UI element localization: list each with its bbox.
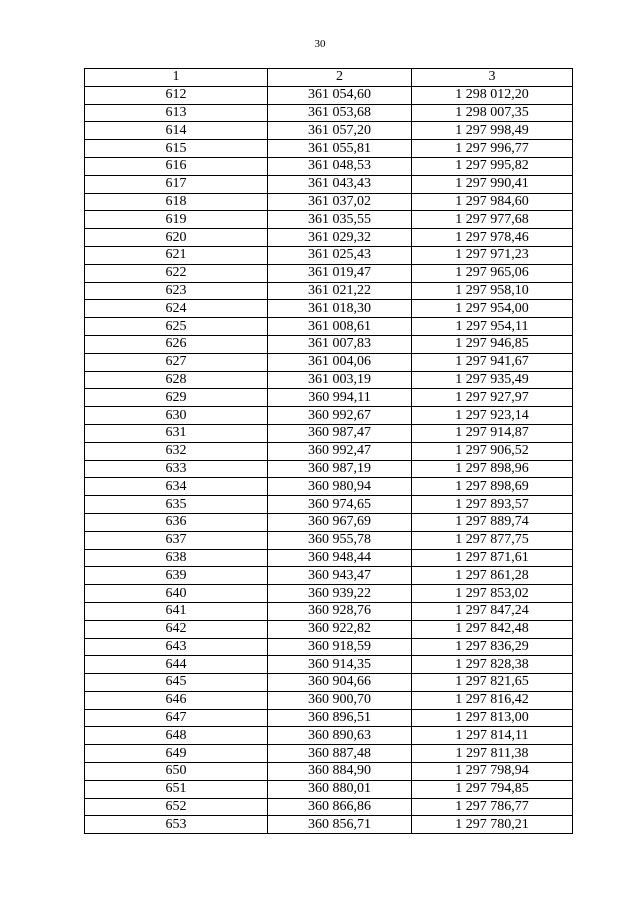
- y-coordinate-cell: 1 297 893,57: [412, 496, 573, 514]
- x-coordinate-cell: 361 019,47: [268, 264, 412, 282]
- point-number-cell: 645: [85, 674, 268, 692]
- y-coordinate-cell: 1 297 927,97: [412, 389, 573, 407]
- table-row: [85, 104, 573, 122]
- point-number-cell: 653: [85, 816, 268, 834]
- x-coordinate-cell: 360 887,48: [268, 745, 412, 763]
- point-number-cell: 649: [85, 745, 268, 763]
- point-number-cell: 618: [85, 193, 268, 211]
- y-coordinate-cell: 1 297 786,77: [412, 798, 573, 816]
- table-row: [85, 389, 573, 407]
- table-row: [85, 638, 573, 656]
- x-coordinate-cell: 360 928,76: [268, 602, 412, 620]
- x-coordinate-cell: 360 880,01: [268, 780, 412, 798]
- point-number-cell: 612: [85, 86, 268, 104]
- y-coordinate-cell: 1 297 941,67: [412, 353, 573, 371]
- point-number-cell: 643: [85, 638, 268, 656]
- point-number-cell: 647: [85, 709, 268, 727]
- x-coordinate-cell: 360 904,66: [268, 674, 412, 692]
- table-row: [85, 371, 573, 389]
- point-number-cell: 650: [85, 763, 268, 781]
- y-coordinate-cell: 1 298 007,35: [412, 104, 573, 122]
- x-coordinate-cell: 360 914,35: [268, 656, 412, 674]
- y-coordinate-cell: 1 297 814,11: [412, 727, 573, 745]
- x-coordinate-cell: 360 943,47: [268, 567, 412, 585]
- point-number-cell: 642: [85, 620, 268, 638]
- point-number-cell: 615: [85, 140, 268, 158]
- y-coordinate-cell: 1 297 842,48: [412, 620, 573, 638]
- x-coordinate-cell: 360 900,70: [268, 691, 412, 709]
- point-number-cell: 644: [85, 656, 268, 674]
- x-coordinate-cell: 360 974,65: [268, 496, 412, 514]
- x-coordinate-cell: 361 055,81: [268, 140, 412, 158]
- column-header: 2: [268, 69, 412, 87]
- x-coordinate-cell: 360 918,59: [268, 638, 412, 656]
- point-number-cell: 627: [85, 353, 268, 371]
- table-row: [85, 318, 573, 336]
- table-row: [85, 620, 573, 638]
- table-row: [85, 407, 573, 425]
- header-row: [85, 69, 573, 87]
- table-row: [85, 246, 573, 264]
- table-row: [85, 602, 573, 620]
- table-row: [85, 175, 573, 193]
- y-coordinate-cell: 1 298 012,20: [412, 86, 573, 104]
- point-number-cell: 648: [85, 727, 268, 745]
- table-row: [85, 816, 573, 834]
- x-coordinate-cell: 360 948,44: [268, 549, 412, 567]
- x-coordinate-cell: 361 043,43: [268, 175, 412, 193]
- x-coordinate-cell: 360 866,86: [268, 798, 412, 816]
- point-number-cell: 640: [85, 585, 268, 603]
- y-coordinate-cell: 1 297 847,24: [412, 602, 573, 620]
- y-coordinate-cell: 1 297 971,23: [412, 246, 573, 264]
- x-coordinate-cell: 361 008,61: [268, 318, 412, 336]
- point-number-cell: 625: [85, 318, 268, 336]
- table-row: [85, 211, 573, 229]
- table-row: [85, 229, 573, 247]
- table-row: [85, 763, 573, 781]
- x-coordinate-cell: 360 896,51: [268, 709, 412, 727]
- y-coordinate-cell: 1 297 816,42: [412, 691, 573, 709]
- column-header: 3: [412, 69, 573, 87]
- y-coordinate-cell: 1 297 958,10: [412, 282, 573, 300]
- point-number-cell: 624: [85, 300, 268, 318]
- table-row: [85, 727, 573, 745]
- x-coordinate-cell: 360 856,71: [268, 816, 412, 834]
- y-coordinate-cell: 1 297 990,41: [412, 175, 573, 193]
- x-coordinate-cell: 360 890,63: [268, 727, 412, 745]
- y-coordinate-cell: 1 297 811,38: [412, 745, 573, 763]
- point-number-cell: 629: [85, 389, 268, 407]
- y-coordinate-cell: 1 297 914,87: [412, 424, 573, 442]
- table-row: [85, 442, 573, 460]
- x-coordinate-cell: 360 939,22: [268, 585, 412, 603]
- x-coordinate-cell: 360 967,69: [268, 513, 412, 531]
- table-row: [85, 691, 573, 709]
- x-coordinate-cell: 360 922,82: [268, 620, 412, 638]
- y-coordinate-cell: 1 297 898,69: [412, 478, 573, 496]
- point-number-cell: 633: [85, 460, 268, 478]
- x-coordinate-cell: 361 025,43: [268, 246, 412, 264]
- x-coordinate-cell: 361 053,68: [268, 104, 412, 122]
- table-row: [85, 478, 573, 496]
- y-coordinate-cell: 1 297 813,00: [412, 709, 573, 727]
- y-coordinate-cell: 1 297 898,96: [412, 460, 573, 478]
- point-number-cell: 626: [85, 335, 268, 353]
- y-coordinate-cell: 1 297 821,65: [412, 674, 573, 692]
- table-row: [85, 264, 573, 282]
- x-coordinate-cell: 360 992,47: [268, 442, 412, 460]
- y-coordinate-cell: 1 297 853,02: [412, 585, 573, 603]
- point-number-cell: 614: [85, 122, 268, 140]
- y-coordinate-cell: 1 297 780,21: [412, 816, 573, 834]
- point-number-cell: 651: [85, 780, 268, 798]
- y-coordinate-cell: 1 297 935,49: [412, 371, 573, 389]
- point-number-cell: 646: [85, 691, 268, 709]
- table-header: [85, 69, 573, 87]
- x-coordinate-cell: 361 037,02: [268, 193, 412, 211]
- point-number-cell: 613: [85, 104, 268, 122]
- x-coordinate-cell: 361 048,53: [268, 157, 412, 175]
- x-coordinate-cell: 360 955,78: [268, 531, 412, 549]
- table-row: [85, 674, 573, 692]
- x-coordinate-cell: 361 035,55: [268, 211, 412, 229]
- table-row: [85, 531, 573, 549]
- table-row: [85, 424, 573, 442]
- y-coordinate-cell: 1 297 828,38: [412, 656, 573, 674]
- table-row: [85, 549, 573, 567]
- point-number-cell: 639: [85, 567, 268, 585]
- x-coordinate-cell: 360 980,94: [268, 478, 412, 496]
- y-coordinate-cell: 1 297 995,82: [412, 157, 573, 175]
- y-coordinate-cell: 1 297 998,49: [412, 122, 573, 140]
- table-row: [85, 282, 573, 300]
- point-number-cell: 637: [85, 531, 268, 549]
- x-coordinate-cell: 361 003,19: [268, 371, 412, 389]
- table-row: [85, 656, 573, 674]
- point-number-cell: 636: [85, 513, 268, 531]
- point-number-cell: 634: [85, 478, 268, 496]
- table-body: [85, 86, 573, 833]
- table-row: [85, 513, 573, 531]
- y-coordinate-cell: 1 297 954,11: [412, 318, 573, 336]
- coordinates-table: [84, 68, 573, 834]
- point-number-cell: 619: [85, 211, 268, 229]
- x-coordinate-cell: 361 018,30: [268, 300, 412, 318]
- y-coordinate-cell: 1 297 906,52: [412, 442, 573, 460]
- y-coordinate-cell: 1 297 794,85: [412, 780, 573, 798]
- y-coordinate-cell: 1 297 965,06: [412, 264, 573, 282]
- x-coordinate-cell: 361 007,83: [268, 335, 412, 353]
- x-coordinate-cell: 360 994,11: [268, 389, 412, 407]
- x-coordinate-cell: 361 057,20: [268, 122, 412, 140]
- y-coordinate-cell: 1 297 836,29: [412, 638, 573, 656]
- table-row: [85, 780, 573, 798]
- table-row: [85, 353, 573, 371]
- table-row: [85, 300, 573, 318]
- table-row: [85, 709, 573, 727]
- x-coordinate-cell: 361 021,22: [268, 282, 412, 300]
- x-coordinate-cell: 361 004,06: [268, 353, 412, 371]
- point-number-cell: 623: [85, 282, 268, 300]
- table-row: [85, 798, 573, 816]
- table-row: [85, 193, 573, 211]
- table-row: [85, 157, 573, 175]
- table-row: [85, 496, 573, 514]
- x-coordinate-cell: 360 987,47: [268, 424, 412, 442]
- table-row: [85, 745, 573, 763]
- x-coordinate-cell: 360 987,19: [268, 460, 412, 478]
- point-number-cell: 616: [85, 157, 268, 175]
- point-number-cell: 635: [85, 496, 268, 514]
- table-row: [85, 585, 573, 603]
- y-coordinate-cell: 1 297 889,74: [412, 513, 573, 531]
- point-number-cell: 622: [85, 264, 268, 282]
- table-row: [85, 86, 573, 104]
- y-coordinate-cell: 1 297 798,94: [412, 763, 573, 781]
- y-coordinate-cell: 1 297 954,00: [412, 300, 573, 318]
- y-coordinate-cell: 1 297 877,75: [412, 531, 573, 549]
- y-coordinate-cell: 1 297 978,46: [412, 229, 573, 247]
- y-coordinate-cell: 1 297 923,14: [412, 407, 573, 425]
- point-number-cell: 620: [85, 229, 268, 247]
- point-number-cell: 641: [85, 602, 268, 620]
- y-coordinate-cell: 1 297 946,85: [412, 335, 573, 353]
- point-number-cell: 630: [85, 407, 268, 425]
- table-row: [85, 122, 573, 140]
- table-row: [85, 567, 573, 585]
- table-row: [85, 460, 573, 478]
- column-header: 1: [85, 69, 268, 87]
- y-coordinate-cell: 1 297 996,77: [412, 140, 573, 158]
- x-coordinate-cell: 361 054,60: [268, 86, 412, 104]
- point-number-cell: 617: [85, 175, 268, 193]
- point-number-cell: 628: [85, 371, 268, 389]
- y-coordinate-cell: 1 297 861,28: [412, 567, 573, 585]
- table-row: [85, 335, 573, 353]
- page-number: 30: [314, 38, 326, 50]
- y-coordinate-cell: 1 297 871,61: [412, 549, 573, 567]
- point-number-cell: 631: [85, 424, 268, 442]
- table-row: [85, 140, 573, 158]
- x-coordinate-cell: 360 884,90: [268, 763, 412, 781]
- y-coordinate-cell: 1 297 977,68: [412, 211, 573, 229]
- point-number-cell: 632: [85, 442, 268, 460]
- x-coordinate-cell: 360 992,67: [268, 407, 412, 425]
- point-number-cell: 621: [85, 246, 268, 264]
- x-coordinate-cell: 361 029,32: [268, 229, 412, 247]
- y-coordinate-cell: 1 297 984,60: [412, 193, 573, 211]
- point-number-cell: 638: [85, 549, 268, 567]
- point-number-cell: 652: [85, 798, 268, 816]
